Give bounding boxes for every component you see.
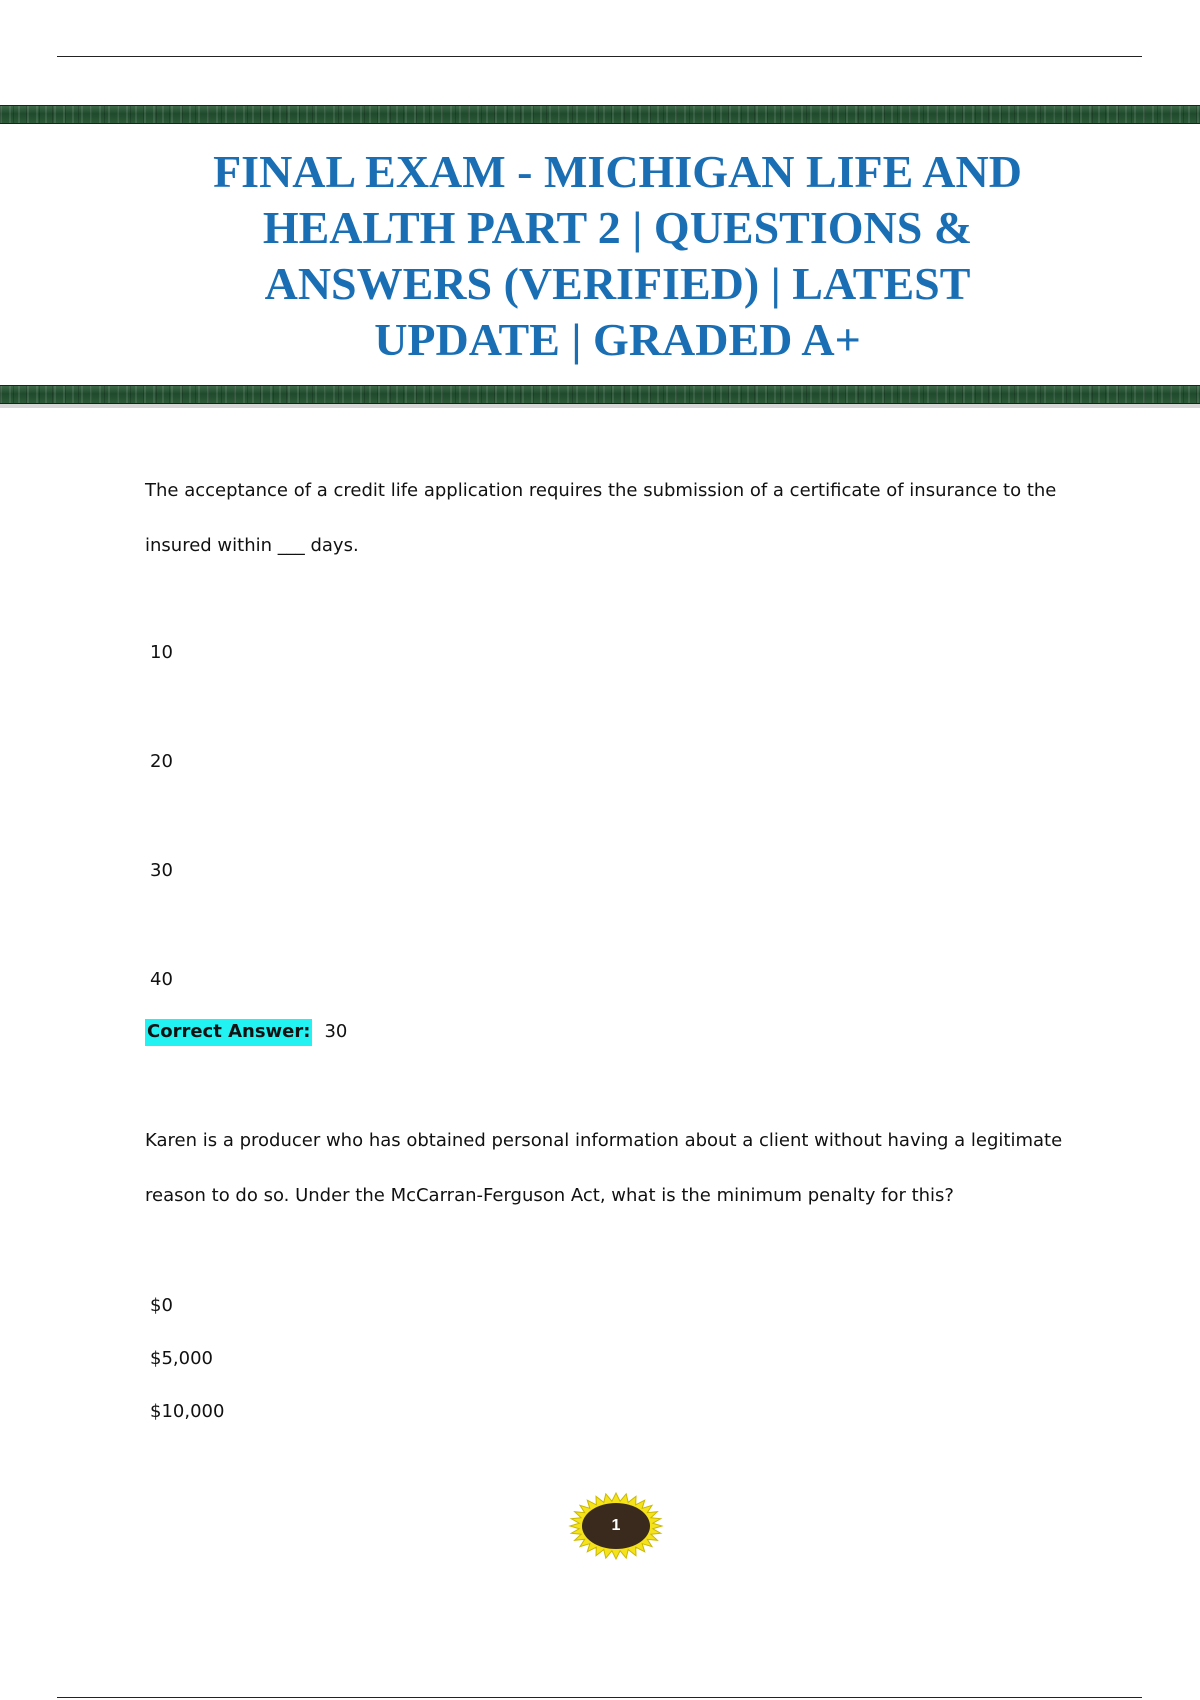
title-line: HEALTH PART 2 | QUESTIONS &	[262, 202, 973, 253]
page-number: 1	[611, 1517, 621, 1534]
title-line: UPDATE | GRADED A+	[374, 314, 861, 365]
header-rule	[57, 56, 1142, 57]
question-2-option: $0	[150, 1295, 173, 1316]
question-1-option: 10	[150, 642, 173, 663]
document-title	[60, 144, 1175, 368]
question-2-text-line-2: reason to do so. Under the McCarran-Ferguson Act, what is the minimum penalty for this?	[145, 1185, 954, 1206]
page-number-badge	[568, 1492, 664, 1560]
title-line: ANSWERS (VERIFIED) | LATEST	[264, 258, 971, 309]
question-1-option: 20	[150, 751, 173, 772]
question-1-text-line-1: The acceptance of a credit life application requires the submission of a certificate of insurance to the	[145, 480, 1057, 501]
question-2-option: $10,000	[150, 1401, 225, 1422]
question-2-option: $5,000	[150, 1348, 213, 1369]
title-line: FINAL EXAM - MICHIGAN LIFE AND	[213, 146, 1022, 197]
correct-answer-value: 30	[324, 1021, 348, 1042]
decorative-band-bottom	[0, 385, 1200, 404]
decorative-band-top	[0, 105, 1200, 124]
correct-answer-label: Correct Answer:	[145, 1019, 312, 1046]
footer-rule	[57, 1697, 1142, 1698]
question-1-option: 40	[150, 969, 173, 990]
question-2-text-line-1: Karen is a producer who has obtained personal information about a client without having a legitimate	[145, 1130, 1063, 1151]
question-1-text-line-2: insured within ___ days.	[145, 535, 359, 556]
question-1-answer	[145, 1019, 347, 1047]
question-1-option: 30	[150, 860, 173, 881]
